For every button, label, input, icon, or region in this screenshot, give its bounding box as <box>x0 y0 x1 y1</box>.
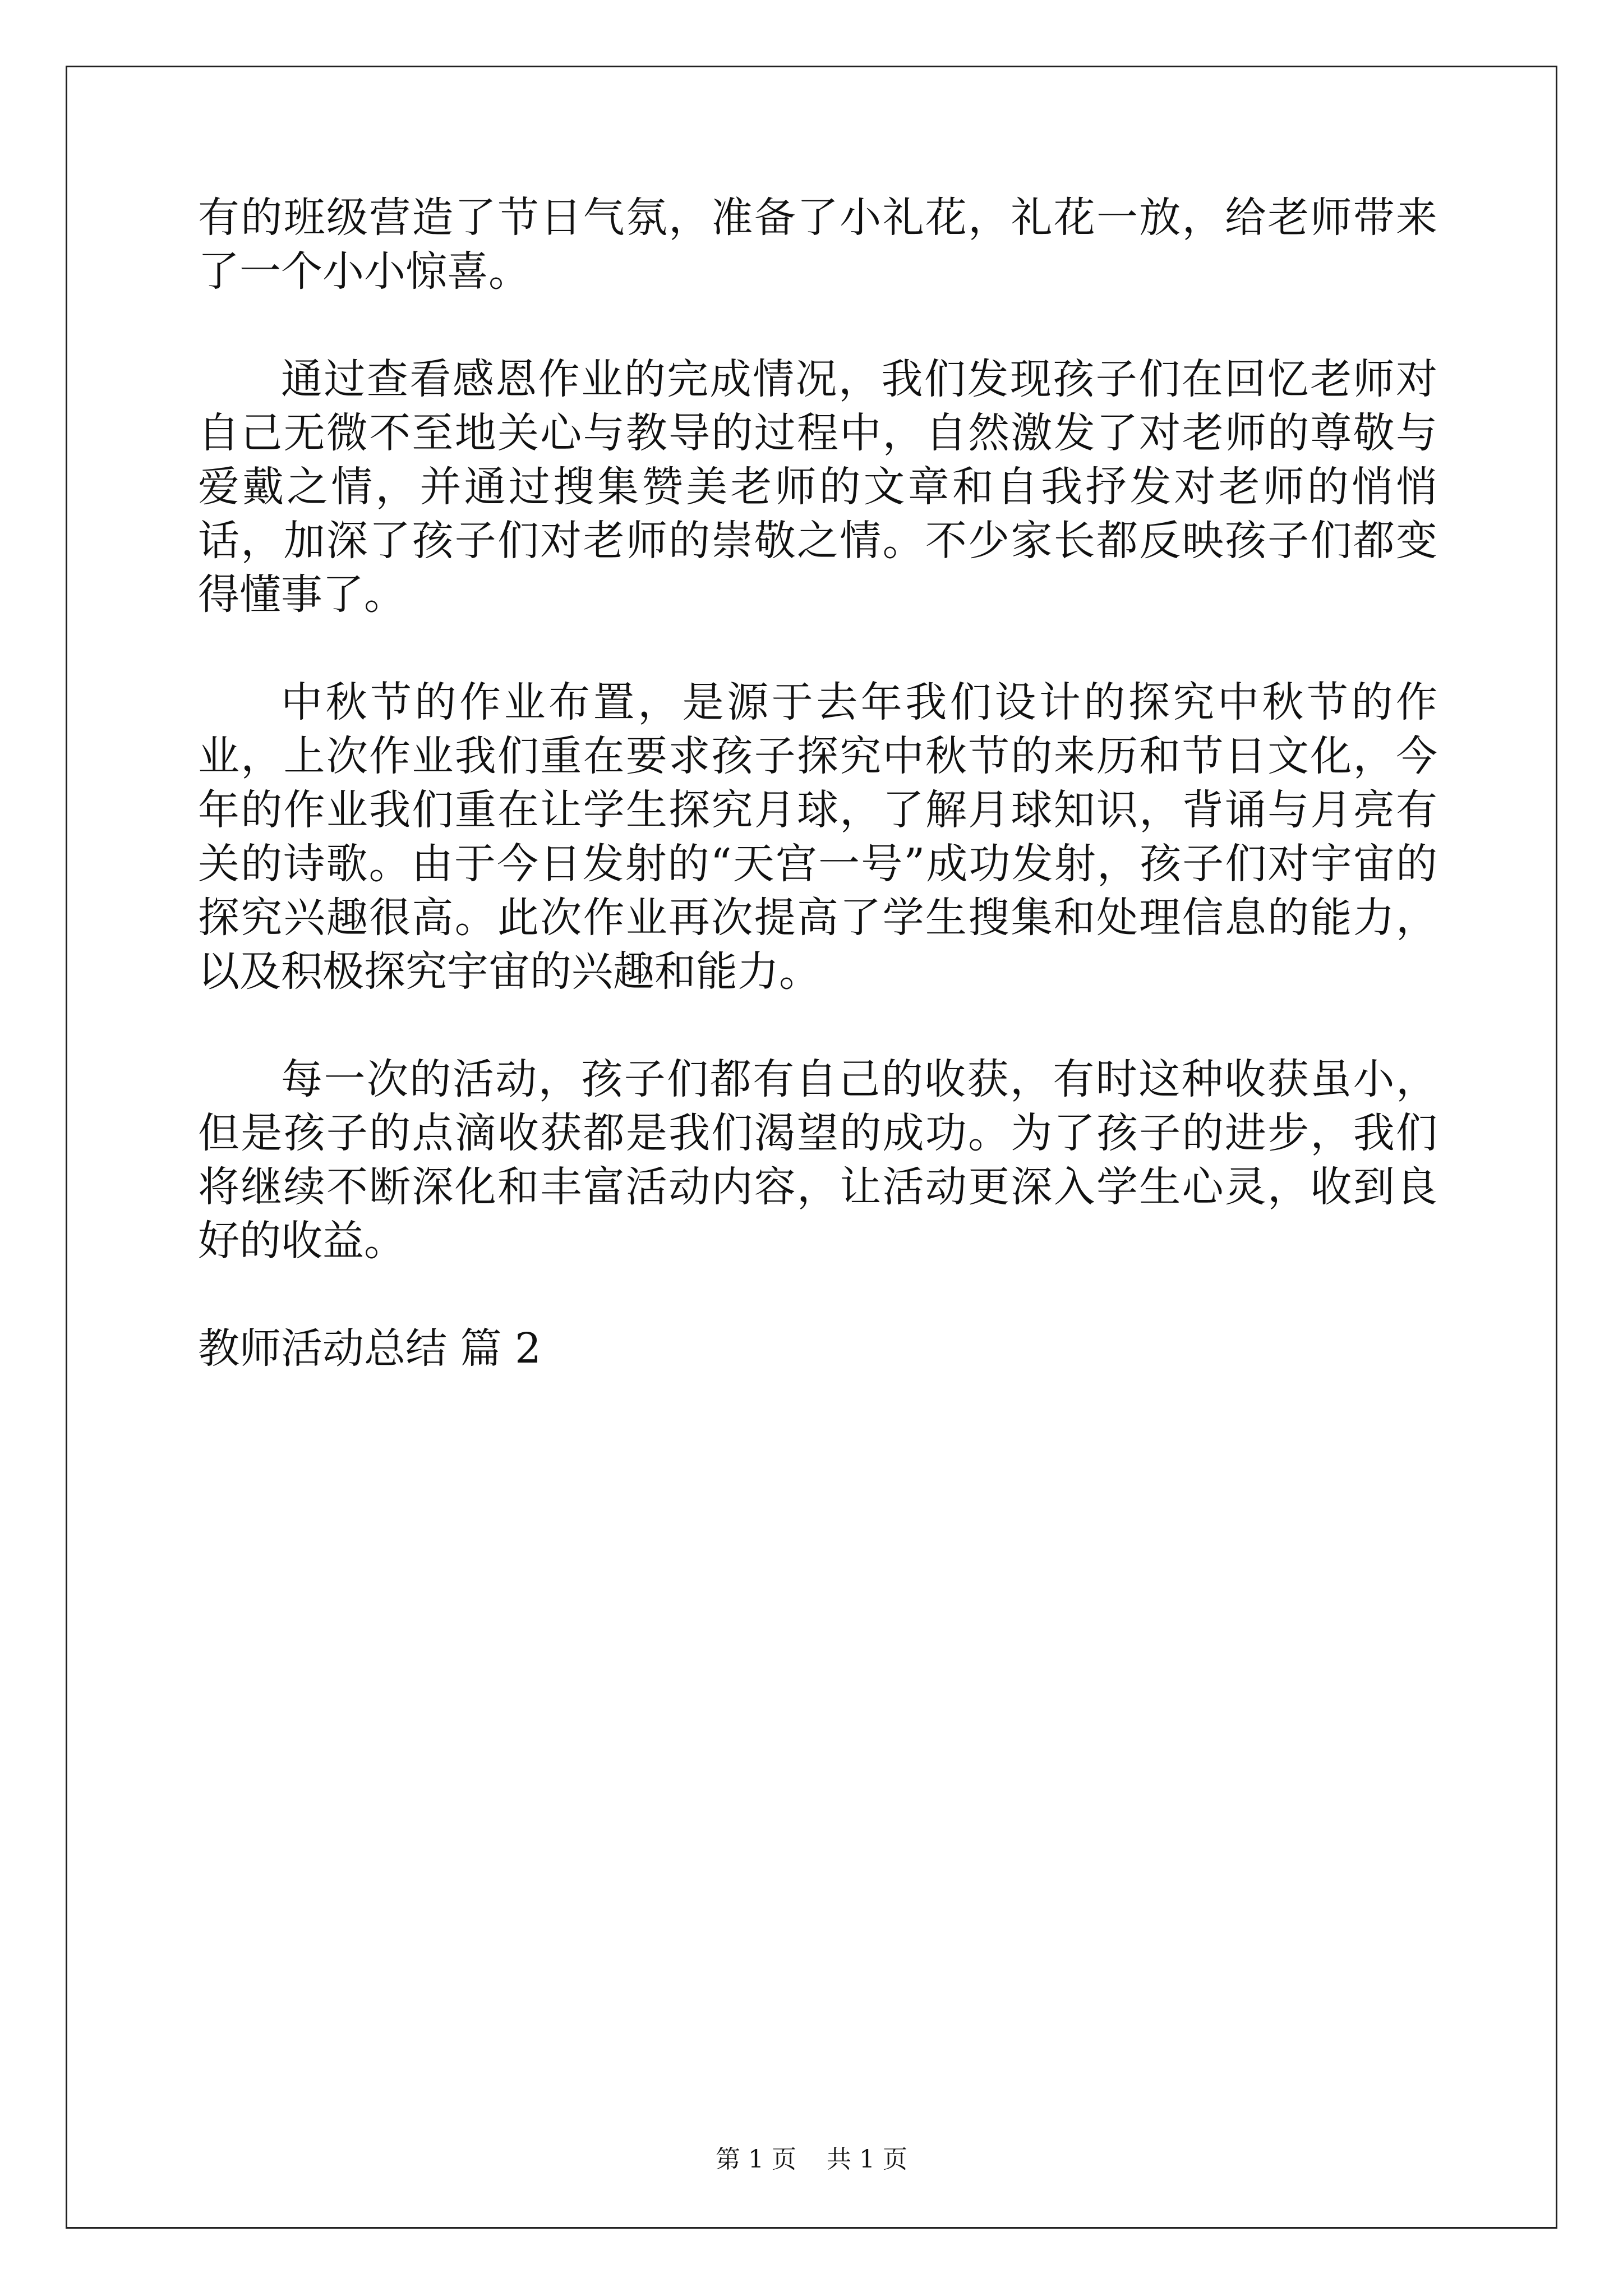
document-body <box>198 191 1437 1375</box>
section-heading: 教师活动总结 篇 2 <box>198 1324 542 1373</box>
paragraph-2: 通过查看感恩作业的完成情况，我们发现孩子们在回忆老师对自己无微不至地关心与教导的过程中，自然激发了对老师的尊敬与爱戴之情，并通过搜集赞美老师的文章和自我抒发对老师的悄悄话，加深了孩子们对老师的崇敬之情。不少家长都反映孩子们都变得懂事了。 <box>198 355 1437 619</box>
page-number: 第 1 页 <box>716 2145 796 2174</box>
paragraph-4: 每一次的活动，孩子们都有自己的收获，有时这种收获虽小，但是孩子的点滴收获都是我们渴望的成功。为了孩子的进步，我们将继续不断深化和丰富活动内容，让活动更深入学生心灵，收到良好的收益。 <box>198 1055 1437 1265</box>
page-total: 共 1 页 <box>827 2145 907 2174</box>
page-footer <box>0 2144 1623 2175</box>
paragraph-1: 有的班级营造了节日气氛，准备了小礼花，礼花一放，给老师带来了一个小小惊喜。 <box>198 194 1437 296</box>
paragraph-3: 中秋节的作业布置，是源于去年我们设计的探究中秋节的作业，上次作业我们重在要求孩子探究中秋节的来历和节日文化，今年的作业我们重在让学生探究月球，了解月球知识，背诵与月亮有关的诗歌。由于今日发射的“天宫一号”成功发射，孩子们对宇宙的探究兴趣很高。此次作业再次提高了学生搜集和处理信息的能力，以及积极探究宇宙的兴趣和能力。 <box>198 678 1437 996</box>
